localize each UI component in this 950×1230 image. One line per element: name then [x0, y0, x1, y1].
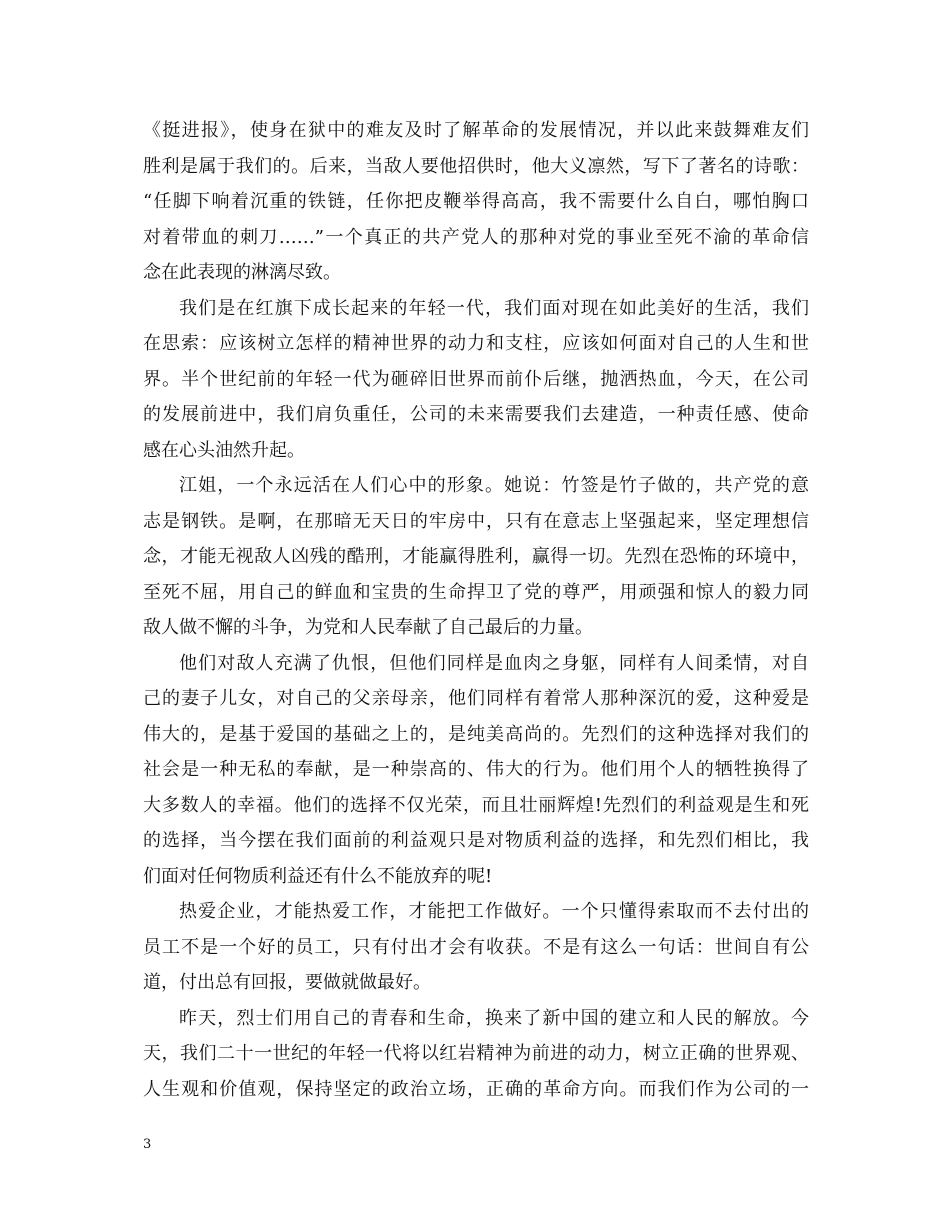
text-line: 至死不屈，用自己的鲜血和宝贵的生命捍卫了党的尊严，用顽强和惊人的毅力同	[143, 581, 809, 603]
text-line: 敌人做不懈的斗争，为党和人民奉献了自己最后的力量。	[143, 617, 593, 638]
text-line: 己的妻子儿女，对自己的父亲母亲，他们同样有着常人那种深沉的爱，这种爱是	[143, 688, 809, 709]
text-line: 胜利是属于我们的。后来，当敌人要他招供时，他大义凛然，写下了著名的诗歌：	[143, 155, 809, 177]
paragraph-first-line: 他们对敌人充满了仇恨，但他们同样是血肉之身躯，同样有人间柔情，对自	[179, 652, 809, 674]
text-line: 感在心头油然升起。	[143, 439, 305, 461]
text-line: 对着带血的刺刀……”一个真正的共产党人的那种对党的事业至死不渝的革命信	[143, 226, 809, 248]
text-line: 志是钢铁。是啊，在那暗无天日的牢房中，只有在意志上坚强起来，坚定理想信	[143, 510, 809, 532]
paragraph-first-line: 江姐，一个永远活在人们心中的形象。她说：竹签是竹子做的，共产党的意	[179, 475, 809, 496]
text-line: 的发展前进中，我们肩负重任，公司的未来需要我们去建造，一种责任感、使命	[143, 404, 809, 425]
paragraph-first-line: 热爱企业，才能热爱工作，才能把工作做好。一个只懂得索取而不去付出的	[179, 901, 809, 922]
text-line: 界。半个世纪前的年轻一代为砸碎旧世界而前仆后继，抛洒热血，今天，在公司	[143, 368, 809, 390]
text-line: 在思索：应该树立怎样的精神世界的动力和支柱，应该如何面对自己的人生和世	[143, 333, 809, 354]
text-line: 念在此表现的淋漓尽致。	[143, 262, 341, 283]
body-text	[143, 113, 809, 1107]
text-line: 员工不是一个好的员工，只有付出才会有收获。不是有这么一句话：世间自有公	[143, 936, 809, 958]
page-number: 3	[143, 1137, 152, 1152]
text-line: 大多数人的幸福。他们的选择不仅光荣，而且壮丽辉煌!先烈们的利益观是生和死	[143, 794, 809, 816]
text-line: 社会是一种无私的奉献，是一种崇高的、伟大的行为。他们用个人的牺牲换得了	[143, 759, 809, 780]
paragraph-first-line: 昨天，烈士们用自己的青春和生命，换来了新中国的建立和人民的解放。今	[179, 1007, 809, 1029]
text-line: 《挺进报》，使身在狱中的难友及时了解革命的发展情况，并以此来鼓舞难友们	[143, 120, 809, 141]
text-line: 念，才能无视敌人凶残的酷刑，才能赢得胜利，赢得一切。先烈在恐怖的环境中，	[143, 546, 809, 567]
text-line: 伟大的，是基于爱国的基础之上的，是纯美高尚的。先烈们的这种选择对我们的	[143, 723, 809, 745]
text-line: 道，付出总有回报，要做就做最好。	[143, 972, 431, 993]
text-line: 们面对任何物质利益还有什么不能放弃的呢!	[143, 865, 493, 887]
text-line: “任脚下响着沉重的铁链，任你把皮鞭举得高高，我不需要什么自白，哪怕胸口	[143, 191, 809, 212]
text-line: 人生观和价值观，保持坚定的政治立场，正确的革命方向。而我们作为公司的一	[143, 1078, 809, 1100]
text-line: 天，我们二十一世纪的年轻一代将以红岩精神为前进的动力，树立正确的世界观、	[143, 1043, 809, 1064]
paragraph-first-line: 我们是在红旗下成长起来的年轻一代，我们面对现在如此美好的生活，我们	[179, 297, 809, 319]
text-line: 的选择，当今摆在我们面前的利益观只是对物质利益的选择，和先烈们相比，我	[143, 830, 809, 851]
